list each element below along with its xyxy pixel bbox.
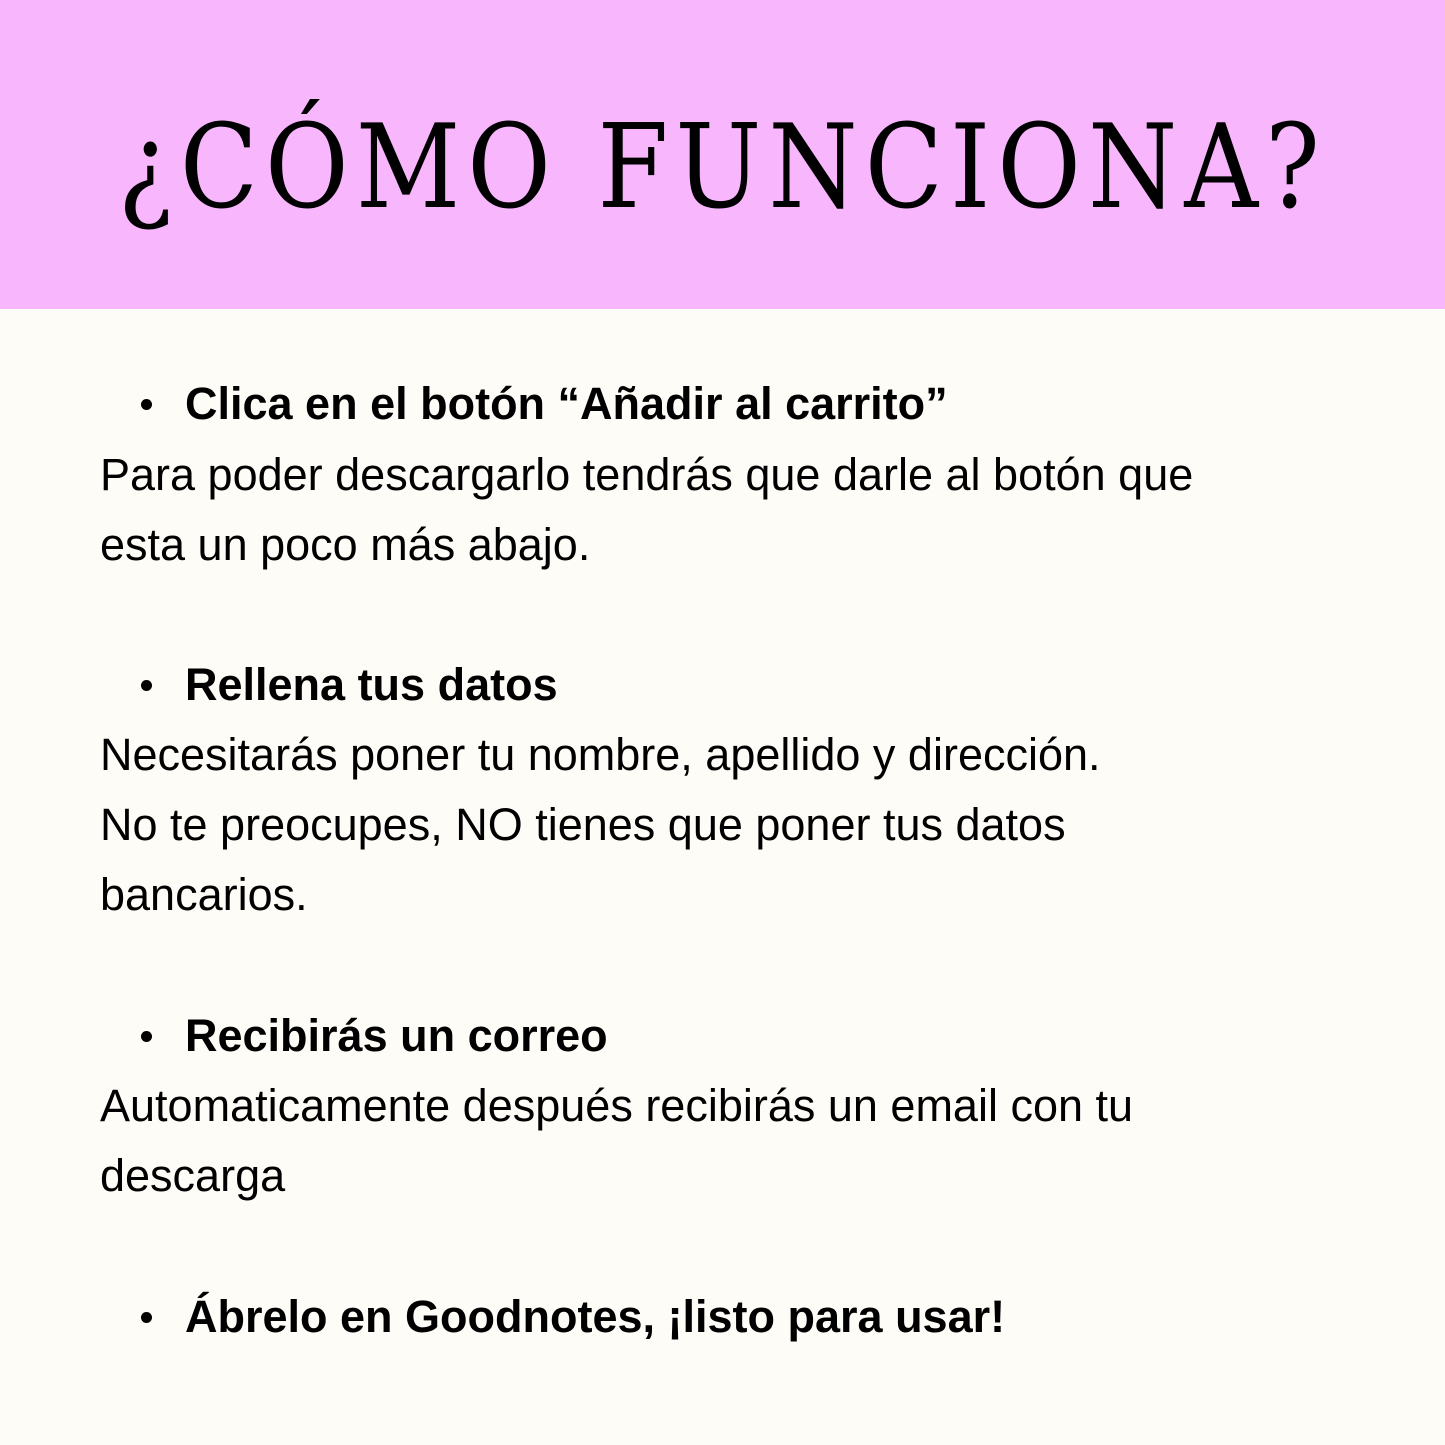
step-description-line: Para poder descargarlo tendrás que darle al botón que xyxy=(100,449,1194,500)
step-description-line: descarga xyxy=(100,1150,286,1201)
page-title: ¿CÓMO FUNCIONA? xyxy=(118,100,1327,235)
step-description xyxy=(100,1071,1360,1211)
step-description-line: No te preocupes, NO tienes que poner tus datos xyxy=(100,799,1066,850)
step-description xyxy=(100,440,1360,580)
step-heading: Rellena tus datos xyxy=(185,659,558,710)
step-description-line: bancarios. xyxy=(100,869,308,920)
bullet-icon xyxy=(141,1312,152,1323)
bullet-icon xyxy=(141,1031,152,1042)
step-description-line: Automaticamente después recibirás un email con tu xyxy=(100,1080,1134,1131)
step-heading: Recibirás un correo xyxy=(185,1010,608,1061)
step-description xyxy=(100,720,1360,930)
step-description-line: Necesitarás poner tu nombre, apellido y dirección. xyxy=(100,729,1101,780)
step-description-line: esta un poco más abajo. xyxy=(100,519,591,570)
bullet-icon xyxy=(141,399,152,410)
bullet-icon xyxy=(141,680,152,691)
step-heading: Ábrelo en Goodnotes, ¡listo para usar! xyxy=(185,1291,1006,1342)
step-heading: Clica en el botón “Añadir al carrito” xyxy=(185,378,948,429)
